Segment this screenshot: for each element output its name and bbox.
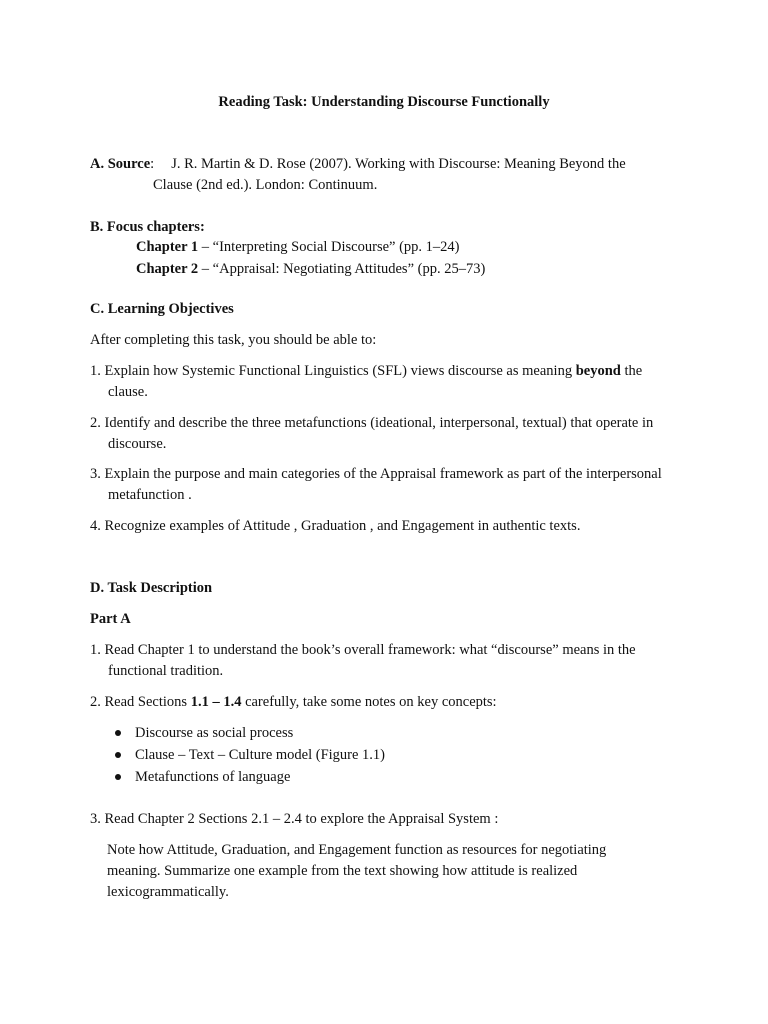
list-item: Clause – Text – Culture model (Figure 1.1) xyxy=(113,745,673,767)
task-heading: D. Task Description xyxy=(90,580,213,596)
source-line-1: A. Source: J. R. Martin & D. Rose (2007). Working with Discourse: Meaning Beyond the xyxy=(90,156,626,172)
task-note: Note how Attitude, Graduation, and Engagement function as resources for negotiating meaning. Summarize one example from the text showing how attitude is realized lexicogrammatically. xyxy=(107,842,607,900)
focus-chapter-2: Chapter 2 – “Appraisal: Negotiating Attitudes” (pp. 25–73) xyxy=(136,261,486,277)
objective-3: 3. Explain the purpose and main categories of the Appraisal framework as part of the interpersonal metafunction . xyxy=(90,466,662,503)
bullet-icon xyxy=(115,730,121,736)
objective-1: 1. Explain how Systemic Functional Linguistics (SFL) views discourse as meaning beyond the clause. xyxy=(90,363,643,400)
task-step-1: 1. Read Chapter 1 to understand the book’s overall framework: what “discourse” means in the functional tradition. xyxy=(90,642,636,679)
objectives-heading: C. Learning Objectives xyxy=(90,301,234,317)
task-step-3: 3. Read Chapter 2 Sections 2.1 – 2.4 to explore the Appraisal System : xyxy=(90,811,499,827)
focus-chapter-1: Chapter 1 – “Interpreting Social Discourse” (pp. 1–24) xyxy=(136,239,460,255)
objective-4: 4. Recognize examples of Attitude , Graduation , and Engagement in authentic texts. xyxy=(90,518,581,534)
bullet-icon xyxy=(115,774,121,780)
document-title: Reading Task: Understanding Discourse Functionally xyxy=(218,94,550,110)
task-step-2: 2. Read Sections 1.1 – 1.4 carefully, take some notes on key concepts: xyxy=(90,694,497,710)
focus-heading: B. Focus chapters: xyxy=(90,219,205,235)
task-part-a: Part A xyxy=(90,611,131,627)
bullet-icon xyxy=(115,752,121,758)
source-citation: J. R. Martin & D. Rose (2007). Working with Discourse: Meaning Beyond the xyxy=(171,156,626,172)
source-line-2: Clause (2nd ed.). London: Continuum. xyxy=(153,177,378,193)
objective-2: 2. Identify and describe the three metafunctions (ideational, interpersonal, textual) that operate in discourse. xyxy=(90,415,654,452)
key-concepts-list xyxy=(113,723,673,789)
source-label: A. Source xyxy=(90,156,151,172)
list-item: Metafunctions of language xyxy=(113,767,673,789)
objectives-intro: After completing this task, you should be able to: xyxy=(90,332,377,348)
list-item: Discourse as social process xyxy=(113,723,673,745)
